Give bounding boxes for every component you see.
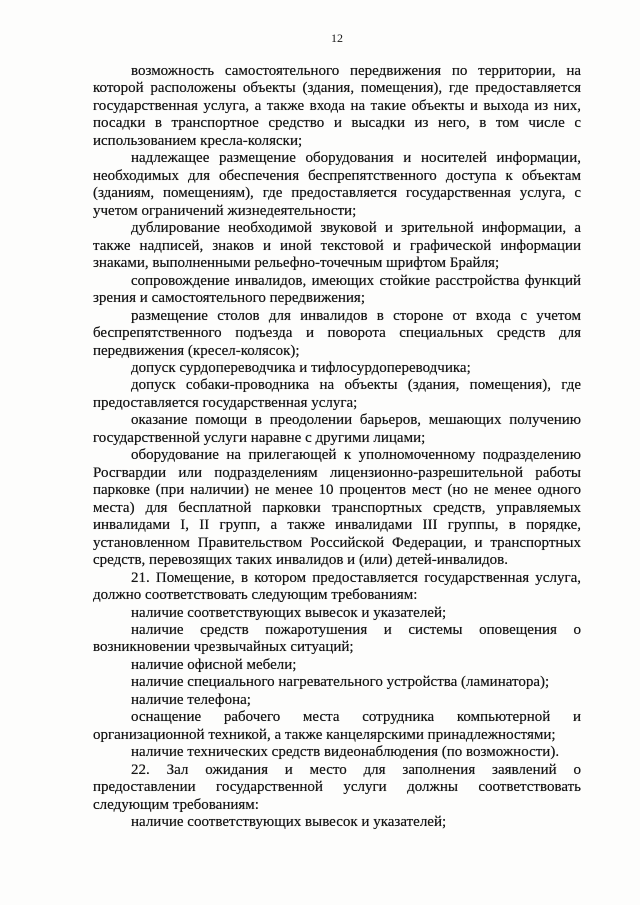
paragraph bbox=[93, 412, 581, 447]
paragraph bbox=[93, 377, 581, 412]
text-line: средств, перевозящих таких инвалидов и (или) детей-инвалидов. bbox=[93, 552, 508, 569]
text-line: использованием кресла-коляски; bbox=[93, 132, 303, 149]
text-line: наличие средств пожаротушения и системы оповещения о bbox=[131, 622, 581, 638]
text-line: допуск сурдопереводчика и тифлосурдопереводчика; bbox=[131, 359, 471, 376]
text-line: оказание помощи в преодолении барьеров, мешающих получению bbox=[131, 412, 581, 429]
text-line: 22. Зал ожидания и место для заполнения заявлений о bbox=[131, 761, 581, 778]
text-line: которой расположены объекты (здания, помещения), где предоставляется bbox=[93, 80, 581, 97]
paragraph bbox=[93, 360, 581, 377]
text-line: должно соответствовать следующим требованиям: bbox=[93, 587, 418, 604]
paragraph bbox=[93, 63, 581, 150]
text-line: государственная услуга, а также входа на такие объекты и выхода из них, bbox=[93, 97, 581, 114]
paragraph bbox=[93, 622, 581, 657]
text-line: сопровождение инвалидов, имеющих стойкие расстройства функций bbox=[131, 272, 581, 289]
paragraph bbox=[93, 744, 581, 761]
text-line: инвалидами I, II групп, а также инвалидами III группы, в порядке, bbox=[93, 517, 581, 534]
paragraph bbox=[93, 814, 581, 831]
text-line: также надписей, знаков и иной текстовой и графической информации bbox=[93, 237, 581, 254]
paragraph bbox=[93, 674, 581, 691]
text-line: допуск собаки-проводника на объекты (здания, помещения), где bbox=[131, 377, 581, 394]
text-line: Росгвардии или подразделениям лицензионно-разрешительной работы bbox=[93, 464, 581, 481]
text-line: зрения и самостоятельного передвижения; bbox=[93, 290, 365, 307]
text-line: места) для бесплатной парковки транспортных средств, управляемых bbox=[93, 499, 581, 516]
text-line: наличие соответствующих вывесок и указателей; bbox=[131, 814, 447, 831]
paragraph bbox=[93, 570, 581, 605]
text-line: предоставлении государственной услуги должны соответствовать bbox=[93, 779, 581, 796]
document-body bbox=[93, 63, 581, 832]
paragraph bbox=[93, 605, 581, 622]
text-line: передвижения (кресел-колясок); bbox=[93, 342, 300, 359]
text-line: организационной техникой, а также канцелярскими принадлежностями; bbox=[93, 726, 556, 743]
paragraph bbox=[93, 273, 581, 308]
text-line: (зданиям, помещениям), где предоставляется государственная услуга, с bbox=[93, 185, 581, 202]
paragraph bbox=[93, 762, 581, 814]
paragraph bbox=[93, 692, 581, 709]
text-line: государственной услуги наравне с другими лицами; bbox=[93, 429, 426, 446]
text-line: возможность самостоятельного передвижения по территории, на bbox=[131, 63, 581, 79]
text-line: учетом ограничений жизнедеятельности; bbox=[93, 202, 357, 219]
paragraph bbox=[93, 150, 581, 220]
text-line: необходимых для обеспечения беспрепятственного доступа к объектам bbox=[93, 167, 581, 184]
text-line: предоставляется государственная услуга; bbox=[93, 394, 358, 411]
text-line: надлежащее размещение оборудования и носителей информации, bbox=[131, 150, 581, 167]
text-line: оборудование на прилегающей к уполномоченному подразделению bbox=[131, 447, 581, 464]
text-line: 21. Помещение, в котором предоставляется государственная услуга, bbox=[131, 569, 581, 586]
text-line: следующим требованиям: bbox=[93, 796, 259, 813]
text-line: наличие технических средств видеонаблюдения (по возможности). bbox=[131, 744, 560, 761]
text-line: установленном Правительством Российской Федерации, и транспортных bbox=[93, 534, 581, 551]
text-line: дублирование необходимой звуковой и зрительной информации, а bbox=[131, 220, 581, 237]
text-line: наличие специального нагревательного устройства (ламинатора); bbox=[131, 674, 550, 691]
paragraph bbox=[93, 447, 581, 569]
text-line: наличие офисной мебели; bbox=[131, 656, 297, 673]
page-number: 12 bbox=[331, 31, 343, 45]
text-line: посадки в транспортное средство и высадки из него, в том числе с bbox=[93, 115, 581, 132]
text-line: наличие телефона; bbox=[131, 691, 251, 708]
text-line: парковке (при наличии) не менее 10 процентов мест (но не менее одного bbox=[93, 482, 581, 499]
paragraph bbox=[93, 308, 581, 360]
text-line: наличие соответствующих вывесок и указателей; bbox=[131, 604, 447, 621]
text-line: беспрепятственного подъезда и поворота специальных средств для bbox=[93, 325, 581, 342]
paragraph bbox=[93, 220, 581, 272]
text-line: размещение столов для инвалидов в стороне от входа с учетом bbox=[131, 307, 581, 324]
paragraph bbox=[93, 657, 581, 674]
text-line: оснащение рабочего места сотрудника компьютерной и bbox=[131, 709, 581, 726]
paragraph bbox=[93, 709, 581, 744]
text-line: знаками, выполненными рельефно-точечным шрифтом Брайля; bbox=[93, 255, 500, 272]
text-line: возникновении чрезвычайных ситуаций; bbox=[93, 639, 354, 656]
